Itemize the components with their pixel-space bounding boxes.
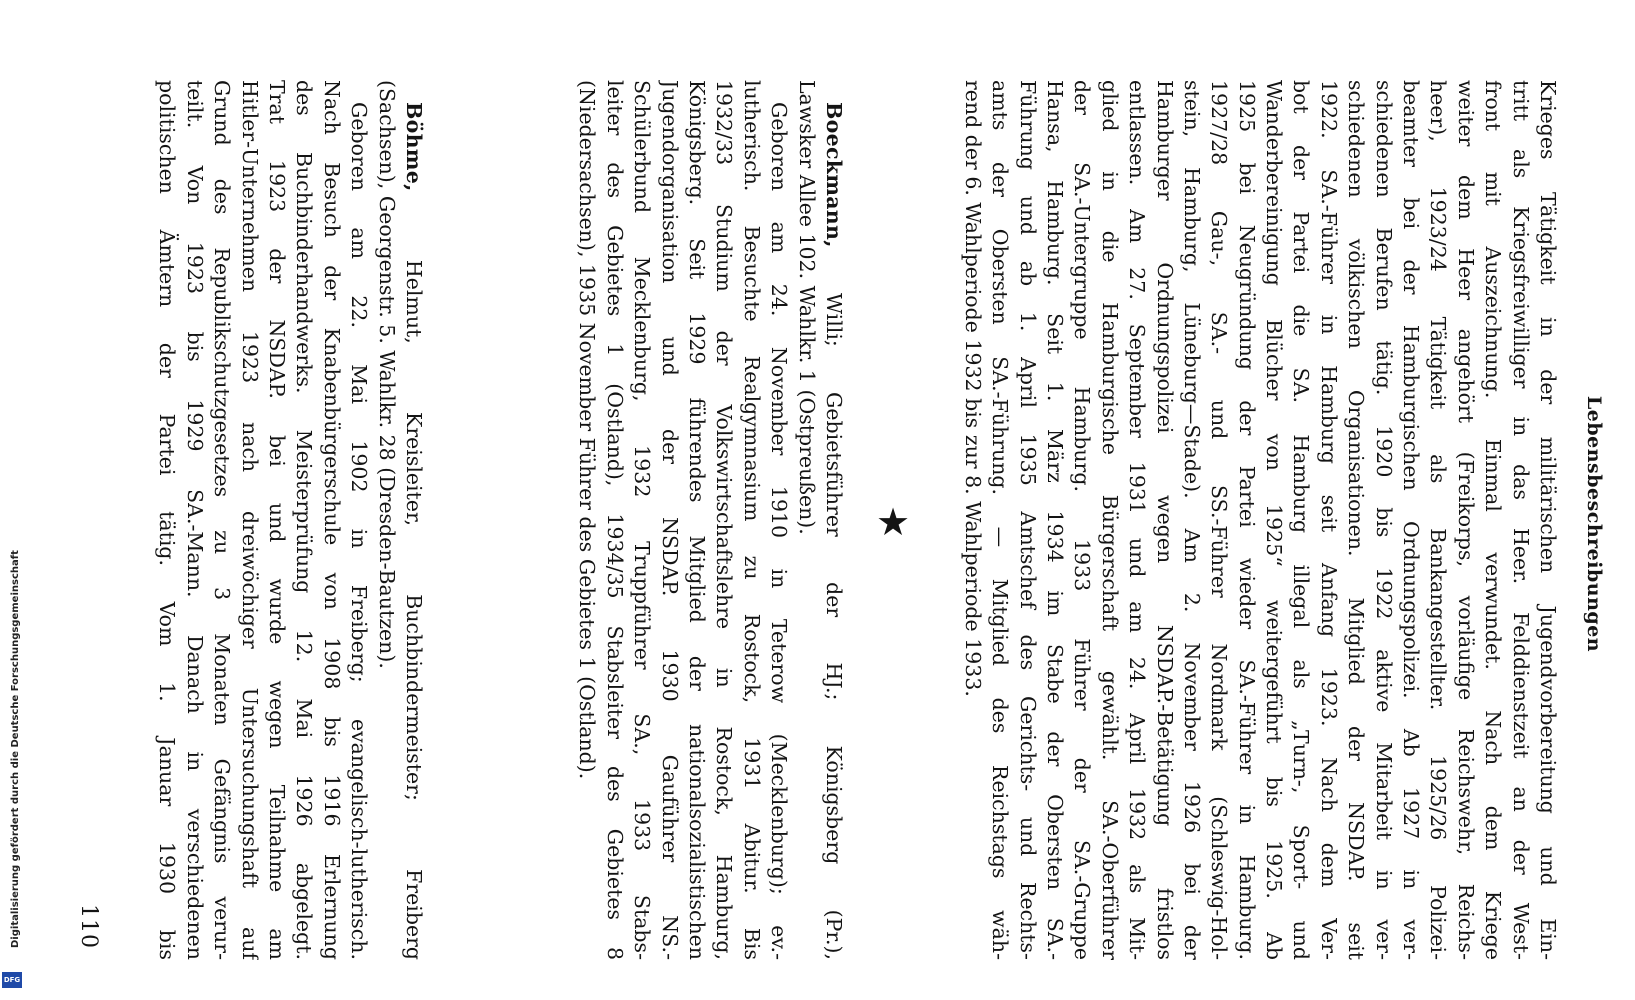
text-line: [820, 80, 847, 960]
text-line: der SA.-Untergruppe Hamburg. 1933 Führer der SA.-Gruppe: [1070, 80, 1095, 960]
text-line: amts der Obersten SA.-Führung. — Mitglied des Reichstags wäh-: [988, 80, 1013, 960]
text-line: 1925 bei Neugründung der Partei wieder SA.-Führer in Hamburg.: [1234, 80, 1259, 960]
text-line: front mit Auszeichnung. Einmal verwundet. Nach dem Kriege: [1481, 80, 1506, 960]
text-line: Schülerbund Mecklenburg, 1932 Truppführer SA., 1933 Stabs-: [630, 80, 655, 960]
text-line: [400, 80, 427, 960]
text-line: schiedenen völkischen Organisationen. Mitglied der NSDAP. seit: [1344, 80, 1369, 960]
text-line: Wanderbereinigung Blücher von 1925“ weitergeführt bis 1925. Ab: [1262, 80, 1287, 960]
text-line: Trat 1923 der NSDAP. bei und wurde wegen Teilnahme am: [265, 80, 290, 960]
credit-text: Digitalisierung gefördert durch die Deutsche Forschungsgemeinschaft: [10, 550, 21, 948]
text-line: rend der 6. Wahlperiode 1932 bis zur 8. Wahlperiode 1933.: [960, 80, 985, 697]
biography-block-boeckmann: [573, 80, 847, 960]
text-line: entlassen. Am 27. September 1931 und am 24. April 1932 als Mit-: [1125, 80, 1150, 960]
text-line: politischen Ämtern der Partei tätig. Vom 1. Januar 1930 bis: [155, 80, 180, 960]
text-line: bot der Partei die SA. Hamburg illegal als „Turn-, Sport- und: [1289, 80, 1314, 960]
text-line: Hansa, Hamburg. Seit 1. März 1934 im Stabe der Obersten SA.-: [1042, 80, 1067, 960]
dfg-logo-icon: DFG: [2, 972, 22, 988]
text-line: heer), 1923/24 Tätigkeit als Bankangestellter. 1925/26 Polizei-: [1426, 80, 1451, 960]
text-line: Lawsker Allee 102. Wahlkr. 1 (Ostpreußen).: [794, 80, 819, 535]
text-line: 1932/33 Studium der Volkswirtschaftslehre in Rostock, Hamburg,: [712, 80, 737, 960]
text-line: Königsberg. Seit 1929 führendes Mitglied der nationalsozialistischen: [685, 80, 710, 960]
text-line: (Sachsen), Georgenstr. 5. Wahlkr. 28 (Dresden-Bautzen).: [374, 80, 399, 669]
text-line: teilt. Von 1923 bis 1929 SA.-Mann. Danach in verschiedenen: [182, 80, 207, 960]
person-name: Böhme,: [402, 102, 426, 192]
text-line: 1927/28 Gau-, SA.- und SS.-Führer Nordmark (Schleswig-Hol-: [1207, 80, 1232, 960]
biography-block-continuation: [958, 80, 1561, 960]
text-line: 1922. SA.-Führer in Hamburg seit Anfang 1923. Nach dem Ver-: [1316, 80, 1341, 960]
person-name: Boeckmann,: [822, 102, 846, 248]
text-line: (Niedersachsen), 1935 November Führer des Gebietes 1 (Ostland).: [575, 80, 600, 780]
text-line: Führung und ab 1. April 1935 Amtschef des Gerichts- und Rechts-: [1015, 80, 1040, 960]
text-line-rest: Willi; Gebietsführer der HJ.; Königsberg (Pr.),: [822, 292, 846, 960]
page-header: Lebensbeschreibungen: [1583, 395, 1605, 653]
text-line: Jugendorganisation und der NSDAP. 1930 Gauführer NS.-: [657, 80, 682, 960]
text-line: schiedenen Berufen tätig. 1920 bis 1922 aktive Mitarbeit in ver-: [1371, 80, 1396, 960]
text-line: weiter dem Heer angehört (Freikorps, vorläufige Reichswehr, Reichs-: [1453, 80, 1478, 960]
text-line: des Buchbinderhandwerks. Meisterprüfung 12. Mai 1926 abgelegt.: [292, 80, 317, 960]
text-line: Geboren am 22. Mai 1902 in Freiberg; evangelisch-lutherisch.: [347, 102, 372, 960]
text-line: glied in die Hamburgische Bürgerschaft gewählt. SA.-Oberführer: [1097, 80, 1122, 960]
star-separator-icon: ★: [875, 500, 911, 545]
text-line: Hitler-Unternehmen 1923 nach dreiwöchiger Untersuchungshaft auf: [237, 80, 262, 960]
text-line: beamter bei der Hamburgischen Ordnungspolizei. Ab 1927 in ver-: [1399, 80, 1424, 960]
text-line: Hamburger Ordnungspolizei wegen NSDAP.-Betätigung fristlos: [1152, 80, 1177, 960]
text-line: tritt als Kriegsfreiwilliger in das Heer. Felddienstzeit an der West-: [1508, 80, 1533, 960]
text-line: Grund des Republikschutzgesetzes zu 3 Monaten Gefängnis verur-: [210, 80, 235, 960]
text-line: stein, Hamburg, Lüneburg—Stade). Am 2. November 1926 bei der: [1179, 80, 1204, 960]
page-number: 110: [76, 904, 101, 949]
text-line: Nach Besuch der Knabenbürgerschule von 1908 bis 1916 Erlernung: [319, 80, 344, 960]
text-line: Krieges Tätigkeit in der militärischen Jugendvorbereitung und Ein-: [1536, 80, 1560, 960]
text-line: lutherisch. Besuchte Realgymnasium zu Rostock, 1931 Abitur. Bis: [739, 80, 764, 960]
biography-block-boehme: [153, 80, 427, 960]
text-line-rest: Helmut, Kreisleiter, Buchbindermeister; Freiberg: [402, 259, 426, 960]
text-line: Geboren am 24. November 1910 in Teterow (Mecklenburg); ev.-: [767, 102, 792, 960]
text-line: leiter des Gebietes 1 (Ostland), 1934/35 Stabsleiter des Gebietes 8: [602, 80, 627, 960]
digitization-credit: [0, 0, 30, 1000]
